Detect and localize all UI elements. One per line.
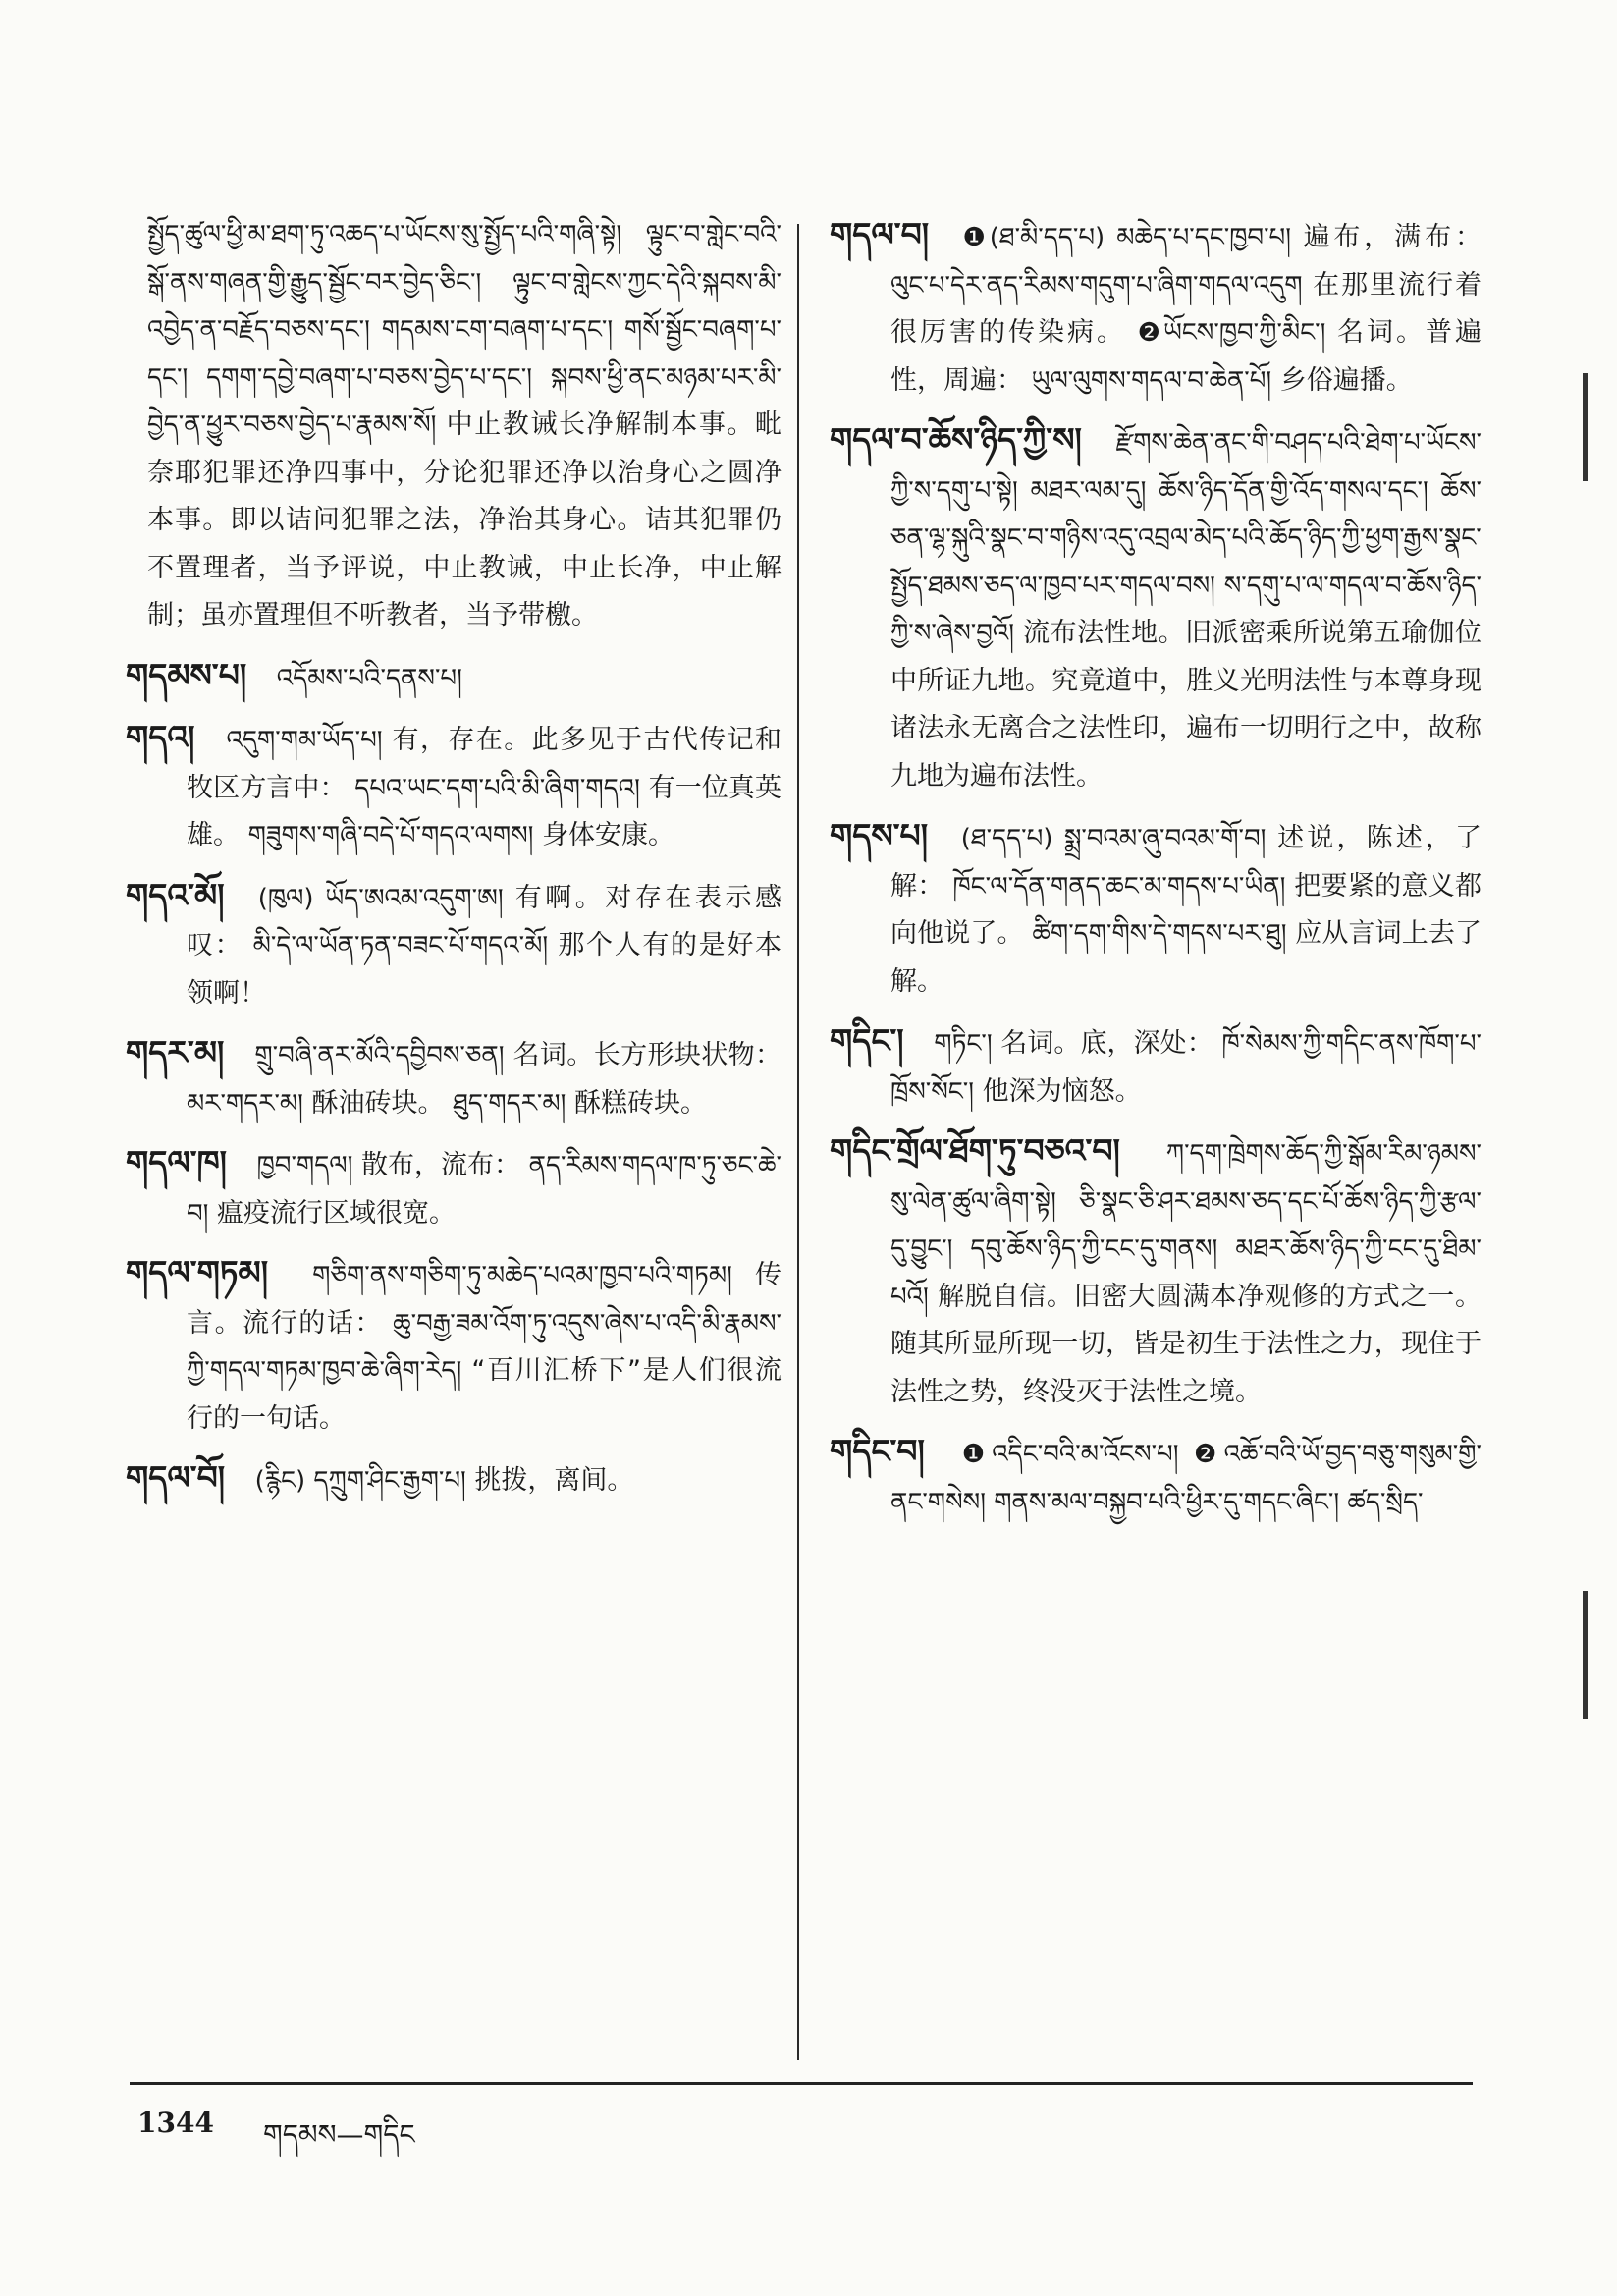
headword: གདིང་། [830, 1021, 904, 1060]
entry [830, 416, 1482, 800]
headword: གདའ། [126, 718, 195, 756]
entry [126, 714, 782, 860]
example-tibetan: དཔའ་ཡང་དག་པའི་མི་ཞིག་གདའ། [354, 773, 640, 803]
entry [126, 872, 782, 1018]
entry-text-tibetan: འདོམས་པའི་དནས་པ། [276, 663, 462, 693]
column-divider [797, 224, 799, 2060]
entry-text-tibetan: ཁྱབ་གདལ། [256, 1151, 353, 1180]
headword: གདིང་བ། [830, 1432, 925, 1470]
entry-text-tibetan: (རྙིང) དཀྲུག་ཤིང་རྒྱག་པ། [254, 1466, 466, 1496]
example-tibetan: མི་དེ་ལ་ཡོན་ཏན་བཟང་པོ་གདའ་མོ། [252, 931, 549, 960]
headword: གདལ་བ་ཆོས་ཉིད་ཀྱི་ས། [830, 420, 1082, 459]
entry-text-chinese: 名词。底，深处： [1000, 1028, 1213, 1059]
sense-two-tibetan: ❷ཡོངས་ཁྱབ་ཀྱི་མིང་། [1137, 318, 1326, 348]
example-chinese: 他深为恼怒。 [982, 1075, 1142, 1107]
scan-edge-mark [1583, 1591, 1588, 1719]
entry-text-chinese: 挑拨，离间。 [474, 1465, 634, 1496]
headword: གདའ་མོ། [126, 875, 225, 914]
entry-text-chinese: 遍布，满布： [1303, 222, 1482, 252]
footer-rule [130, 2082, 1473, 2085]
example-chinese: 乡俗遍播。 [1279, 364, 1413, 396]
entry [126, 1249, 782, 1443]
example-chinese: 酥糕砖块。 [574, 1087, 707, 1119]
entry-text-tibetan: གཅིག་ནས་གཅིག་ཏུ་མཆེད་པའམ་ཁྱབ་པའི་གཏམ། [312, 1261, 732, 1290]
entry-text-chinese: 散布，流布： [361, 1150, 521, 1180]
example-tibetan: ཡུལ་ལུགས་གདལ་བ་ཆེན་པོ། [1031, 365, 1272, 396]
headword: གདམས་པ། [126, 655, 247, 694]
left-column [126, 211, 782, 1517]
example-tibetan: ཆུ་བརྒྱ་ཟམ་འོག་ཏུ་འདུས་ཞེས་པ་འདི་མི་རྣམས་ཀྱི་གདལ་གཏམ་ཁྱབ་ཆེ་ཞིག་རེད། [187, 1308, 782, 1386]
example-tibetan: ཚིག་དག་གིས་དེ་གདས་པར་ཐུ། [1032, 919, 1287, 949]
entry [830, 812, 1482, 1006]
right-column [830, 211, 1482, 1538]
page-number: 1344 [137, 2106, 214, 2139]
entry-text-tibetan: ❶(ཐ་མི་དད་པ) མཆེད་པ་དང་ཁྱབ་པ། [962, 223, 1291, 252]
example-chinese: 在那里流行着很厉害的传染病。 [890, 269, 1482, 348]
entry [830, 1127, 1482, 1416]
entry-text-tibetan: (ཁུལ) ཡོད་ཨའམ་འདུག་ཨ། [257, 883, 504, 913]
entry-text-tibetan: རྫོགས་ཆེན་ནང་གི་བཤད་པའི་ཐེག་པ་ཡོངས་ཀྱི་ས་དགུ་པ་སྟེ། མཐར་ལམ་དུ། ཆོས་ཉིད་དོན་གྱི་འོད་གསལ་དང་། ཆོས་ཅན་ལྷ་སྐུའི་སྣང་བ་གཉིས་འདུ་འབྲལ་མེད་པའི་ཆོད་ཉིད་ཀྱི་ཕྱག་རྒྱས་སྣང་སྤྱོད་ཐམས་ཅད་ལ་ཁྱབ་པར་གདལ་བས། ས་དགུ་པ་ལ་གདལ་བ་ཆོས་ཉིད་ཀྱི་ས་ཞེས་བྱའོ། [890, 428, 1482, 648]
entry-text-tibetan: སྤྱོད་ཚུལ་ཕྱི་མ་ཐག་ཏུ་འཆད་པ་ཡོངས་སུ་སྤྱོད་པའི་གཞི་སྟེ། ལྟུང་བ་གླེང་བའི་སྒོ་ནས་གཞན་གྱི་རྒྱུད་སྦྱོང་བར་བྱེད་ཅིང་། ལྟུང་བ་གླེངས་ཀྱང་དེའི་སྐབས་མི་འབྱེད་ན་བརྗོད་བཅས་དང་། གདམས་ངག་བཞག་པ་དང་། གསོ་སྦྱོང་བཞག་པ་དང་། དགག་དབྱེ་བཞག་པ་བཅས་བྱེད་པ་དང་། སྐབས་ཕྱི་ནང་མཉམ་པར་མི་བྱེད་ན་ཕྱུར་བཅས་བྱེད་པ་རྣམས་སོ། [147, 220, 782, 440]
entry-text-tibetan: གཏིང་། [934, 1029, 993, 1059]
sense-two-chinese: 名词。普遍性，周遍： [890, 317, 1482, 396]
entry-text-tibetan: ཀ་དག་ཁྲེགས་ཆོད་ཀྱི་སྒོམ་རིམ་ཉམས་སུ་ལེན་ཚུལ་ཞིག་སྟེ། ཅི་སྣང་ཅི་ཤར་ཐམས་ཅད་དང་པོ་ཆོས་ཉིད་ཀྱི་རྩལ་དུ་བྱུང་། དབུ་ཆོས་ཉིད་ཀྱི་ངང་དུ་གནས། མཐར་ཆོས་ཉིད་ཀྱི་ངང་དུ་ཐིམ་པའོ། [890, 1139, 1482, 1312]
entry-text-chinese: 中止教诫长净解制本事。毗奈耶犯罪还净四事中，分论犯罪还净以治身心之圆净本事。即以诘问犯罪之法，净治其身心。诘其犯罪仍不置理者，当予评说，中止教诫，中止长净，中止解制；虽亦置理但不听教者，当予带檄。 [147, 410, 782, 630]
entry [830, 1017, 1482, 1116]
example-tibetan: ལུང་པ་དེར་ནད་རིམས་གདུག་པ་ཞིག་གདལ་འདུག [890, 270, 1303, 301]
entry-text-chinese: 有啊。对存在表示感叹： [187, 882, 782, 960]
entry [126, 1454, 782, 1505]
example-chinese: 酥油砖块。 [311, 1087, 445, 1119]
entry-text-tibetan: ❶འདིང་བའི་མ་འོངས་པ། ❷འཆོ་བའི་ཡོ་བྱད་བཅུ་གསུམ་གྱི་ནང་གསེས། གནས་མལ་བསྐྱབ་པའི་ཕྱིར་དུ་གདང་ཞིང་། ཚད་སྲིད་ [890, 1440, 1482, 1517]
entry [830, 1428, 1482, 1526]
entry-text-tibetan: གྲུ་བཞི་ནར་མོའི་དབྱིབས་ཅན། [254, 1041, 505, 1070]
example-tibetan: ཐུད་གདར་མ། [453, 1088, 566, 1119]
entry-text-chinese: 解脱自信。旧密大圆满本净观修的方式之一。随其所显所现一切，皆是初生于法性之力，现住于法性之势，终没灭于法性之境。 [890, 1281, 1482, 1407]
example-chinese: 有一位真英雄。 [187, 772, 782, 850]
example-chinese: 身体安康。 [542, 820, 675, 850]
headword: གདལ་གཏམ། [126, 1253, 269, 1291]
example-tibetan: གཟུགས་གཞི་བདེ་པོ་གདའ་ལགས། [247, 821, 534, 850]
example-chinese: 瘟疫流行区域很宽。 [217, 1197, 457, 1229]
entry-text-tibetan: (ཐ་དད་པ) སྨྲ་བའམ་ཞུ་བའམ་གོ་བ། [960, 824, 1267, 853]
example-chinese: “百川汇桥下”是人们很流行的一句话。 [187, 1355, 782, 1434]
entry-text-tibetan: འདུག་གམ་ཡོད་པ། [226, 726, 383, 755]
entry-text-chinese: 传言。流行的话： [187, 1260, 782, 1339]
entry-text-chinese: 有，存在。此多见于古代传记和牧区方言中： [187, 725, 782, 803]
entry [126, 652, 782, 703]
running-head: གདམས—གདིང [263, 2118, 415, 2151]
example-tibetan: ནད་རིམས་གདལ་ཁ་ཏུ་ཅང་ཆེ་བ། [187, 1151, 782, 1229]
entry-text-chinese: 述说，陈述，了解： [890, 823, 1482, 902]
example-chinese: 那个人有的是好本领啊！ [187, 930, 782, 1009]
headword: གདལ་བོ། [126, 1458, 226, 1497]
entry-text-chinese: 流布法性地。旧派密乘所说第五瑜伽位中所证九地。究竟道中，胜义光明法性与本尊身现诸法永无离合之法性印，遍布一切明行之中，故称九地为遍布法性。 [890, 618, 1482, 792]
example-tibetan: ཁོང་ལ་དོན་གནད་ཆང་མ་གདས་པ་ཡིན། [952, 871, 1286, 902]
example-chinese: 把要紧的意义都向他说了。 [890, 870, 1482, 949]
headword: གདར་མ། [126, 1033, 225, 1071]
entry [830, 211, 1482, 405]
headword: གདས་པ། [830, 816, 929, 854]
example-chinese: 应从言词上去了解。 [890, 918, 1482, 997]
headword: གདལ་བ། [830, 215, 930, 253]
entry [126, 1139, 782, 1237]
example-tibetan: མར་གདར་མ། [187, 1088, 303, 1119]
entry-text-chinese: 名词。长方形块状物： [512, 1040, 782, 1070]
entry [126, 1029, 782, 1127]
headword: གདིང་གྲོལ་ཐོག་ཏུ་བཅའ་བ། [830, 1131, 1120, 1170]
example-tibetan: ཁོ་སེམས་ཀྱི་གདིང་ནས་ཁོག་པ་ཁྲོས་སོང་། [890, 1029, 1482, 1107]
entry-continued [126, 211, 782, 640]
scan-edge-mark [1583, 373, 1588, 481]
headword: གདལ་ཁ། [126, 1143, 227, 1181]
